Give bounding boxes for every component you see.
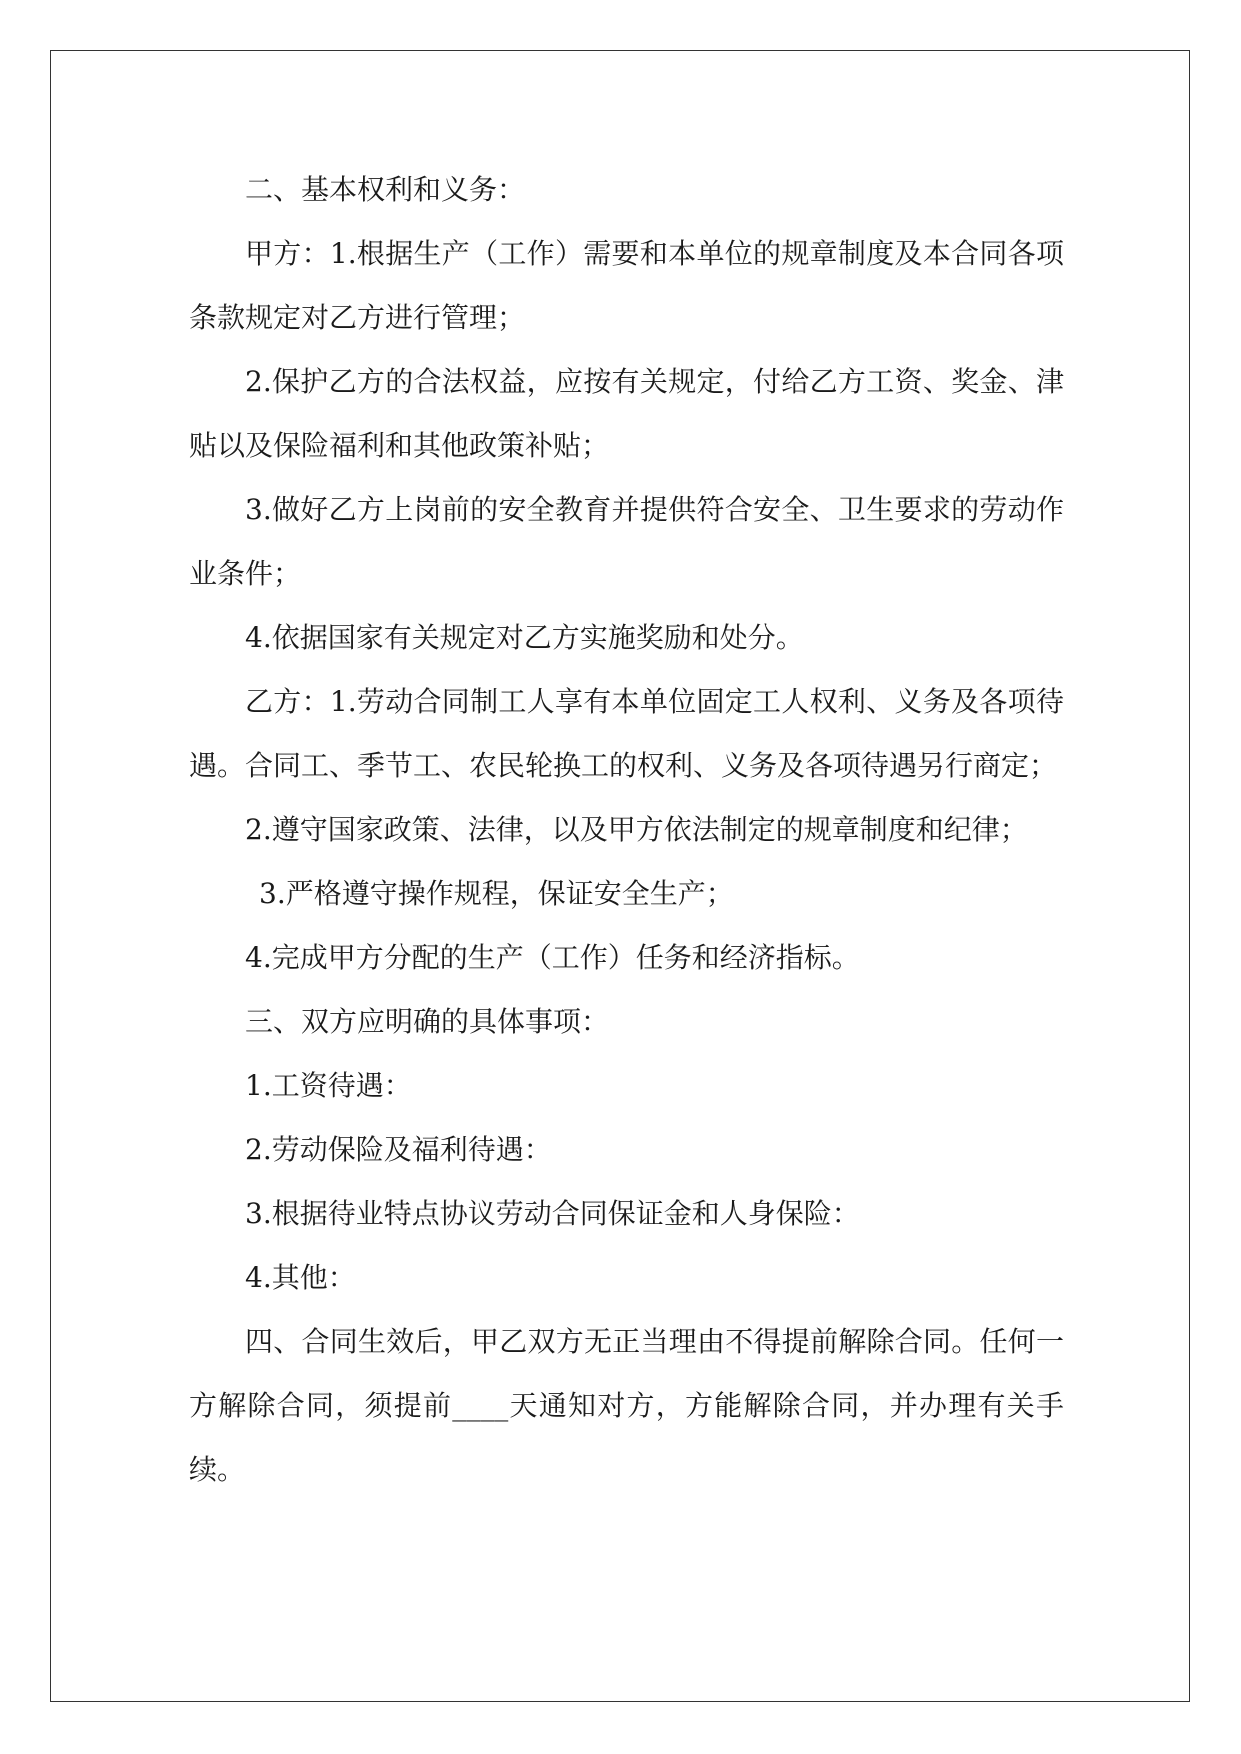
party-a-clause-3: 3.做好乙方上岗前的安全教育并提供符合安全、卫生要求的劳动作业条件； bbox=[189, 493, 1064, 590]
matter-item-wages: 1.工资待遇： bbox=[245, 1069, 412, 1102]
party-b-clause-2: 2.遵守国家政策、法律，以及甲方依法制定的规章制度和纪律； bbox=[245, 813, 1028, 846]
matter-item-deposit: 3.根据待业特点协议劳动合同保证金和人身保险： bbox=[245, 1197, 860, 1230]
party-b-clause-3: 3.严格遵守操作规程，保证安全生产； bbox=[259, 877, 734, 910]
matter-item-insurance: 2.劳动保险及福利待遇： bbox=[245, 1133, 552, 1166]
party-b-clause-4: 4.完成甲方分配的生产（工作）任务和经济指标。 bbox=[245, 941, 860, 974]
section-heading-rights-duties: 二、基本权利和义务： bbox=[245, 173, 526, 206]
section-termination: 四、合同生效后，甲乙双方无正当理由不得提前解除合同。任何一方解除合同，须提前____天通知对方，方能解除合同，并办理有关手续。 bbox=[189, 1325, 1064, 1486]
party-b-clause-1: 乙方：1.劳动合同制工人享有本单位固定工人权利、义务及各项待遇。合同工、季节工、农民轮换工的权利、义务及各项待遇另行商定； bbox=[189, 685, 1064, 782]
matter-item-other: 4.其他： bbox=[245, 1261, 356, 1294]
party-a-clause-1: 甲方：1.根据生产（工作）需要和本单位的规章制度及本合同各项条款规定对乙方进行管理； bbox=[189, 237, 1064, 334]
party-a-clause-4: 4.依据国家有关规定对乙方实施奖励和处分。 bbox=[245, 621, 804, 654]
document-body bbox=[189, 158, 1064, 1502]
party-a-clause-2: 2.保护乙方的合法权益，应按有关规定，付给乙方工资、奖金、津贴以及保险福利和其他政策补贴； bbox=[189, 365, 1064, 462]
section-heading-specific-matters: 三、双方应明确的具体事项： bbox=[245, 1005, 610, 1038]
